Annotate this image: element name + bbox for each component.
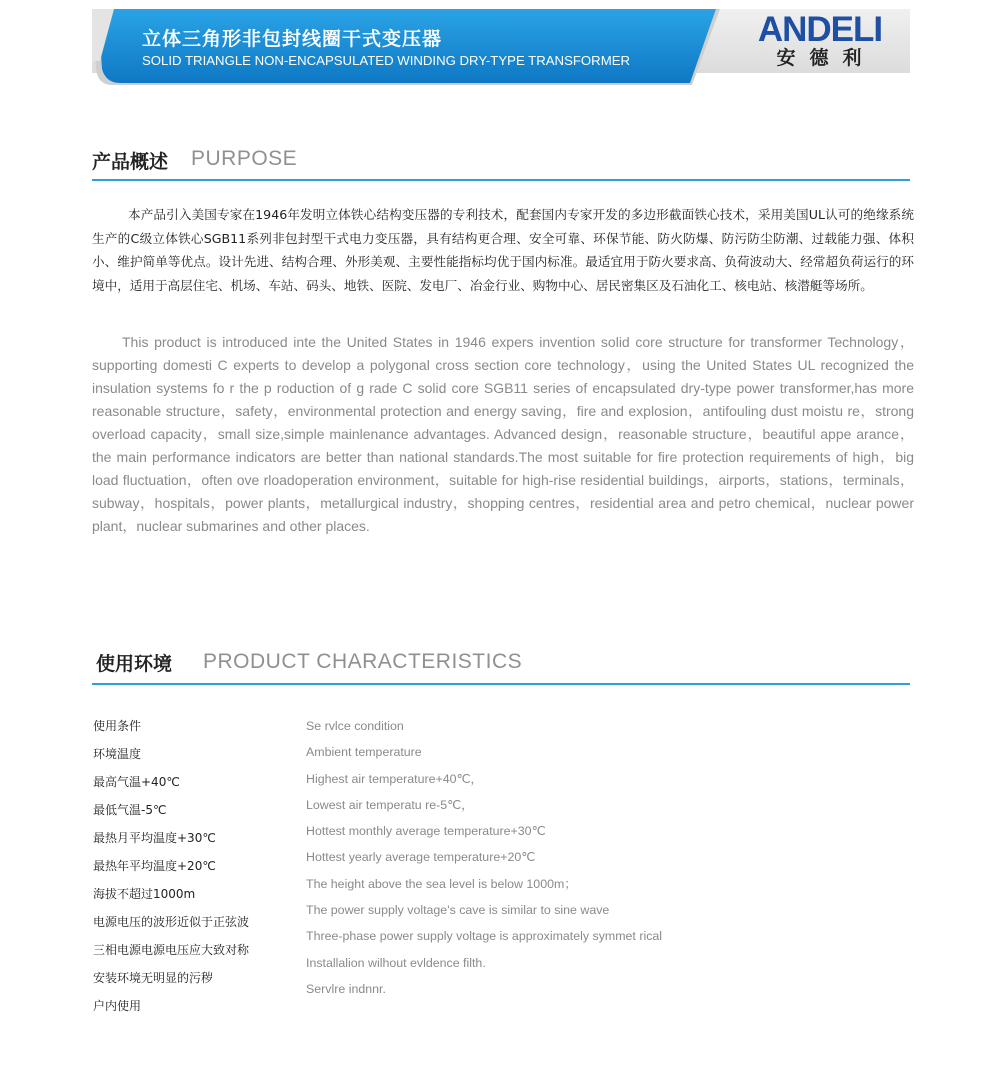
- list-item: Three-phase power supply voltage is approximately symmet rical: [306, 929, 663, 944]
- list-item: 电源电压的波形近似于正弦波: [93, 915, 250, 929]
- list-item: 三相电源电源电压应大致对称: [93, 943, 250, 957]
- list-item: Installalion wilhout evldence filth.: [306, 955, 486, 970]
- conditions-list-cn: [93, 715, 249, 1023]
- list-item: Highest air temperature+40℃，: [306, 771, 483, 786]
- list-item: Lowest air temperatu re-5℃，: [306, 797, 474, 812]
- purpose-text-en: This product is introduced inte the United States in 1946 expers invention solid core structure for transformer Technology，supporting domesti C experts to develop a polygonal cross section core technology，using the United States UL recognized the insulation systems fo r the p roduction of g rade C solid core SGB11 series of encapsulated dry-type power transformer,has more reasonable structure，safety，environmental protection and energy saving，fire and explosion，antifouling dust moistu re，strong overload capacity，small size,simple mainlenance advantages. Advanced design，reasonable structure，beautiful appe arance，the main performance indicators are better than national standards.The most suitable for fire protection requirements of high，big load fluctuation，often ove rloadoperation environment，suitable for high-rise residential buildings，airports，stations，terminals，subway，hospitals，power plants，metallurgical industry，shopping centres，residential area and petro chemical，nuclear power plant，nuclear submarines and other places.: [92, 334, 914, 534]
- list-item: 最热月平均温度+30℃: [93, 831, 216, 845]
- purpose-text-cn: 本产品引入美国专家在1946年发明立体铁心结构变压器的专利技术，配套国内专家开发的多边形截面铁心技术，采用美国UL认可的绝缘系统生产的C级立体铁心SGB11系列非包封型干式电力变压器，具有结构更合理、安全可靠、环保节能、防火防爆、防污防尘防潮、过载能力强、体积小、维护简单等优点。设计先进、结构合理、外形美观、主要性能指标均优于国内标准。最适宜用于防火要求高、负荷波动大、经常超负荷运行的环境中，适用于高层住宅、机场、车站、码头、地铁、医院、发电厂、冶金行业、购物中心、居民密集区及石油化工、核电站、核潜艇等场所。: [92, 207, 914, 293]
- conditions-list-en: [306, 715, 662, 1004]
- list-item: Servlre indnnr.: [306, 981, 386, 996]
- list-item: Hottest monthly average temperature+30℃: [306, 824, 546, 839]
- list-item: Ambient temperature: [306, 745, 422, 760]
- list-item: 最高气温+40℃: [93, 775, 180, 789]
- list-item: 户内使用: [93, 999, 142, 1013]
- purpose-heading-en: PURPOSE: [191, 147, 298, 170]
- andeli-logo: [740, 9, 900, 73]
- purpose-divider: [92, 179, 910, 181]
- header-banner: [92, 9, 910, 73]
- logo-text-cn: 安德利: [776, 47, 876, 69]
- list-item: The power supply voltage's cave is similar to sine wave: [306, 903, 610, 918]
- header-title-en: SOLID TRIANGLE NON-ENCAPSULATED WINDING DRY-TYPE TRANSFORMER: [142, 53, 631, 68]
- list-item: 最热年平均温度+20℃: [93, 859, 216, 873]
- list-item: 使用条件: [93, 719, 142, 733]
- list-item: 最低气温-5℃: [93, 803, 167, 817]
- purpose-heading-cn: 产品概述: [92, 151, 169, 173]
- list-item: 海拔不超过1000m: [93, 887, 196, 901]
- list-item: The height above the sea level is below 1000m；: [306, 876, 577, 891]
- logo-text-en: ANDELI: [757, 10, 883, 49]
- characteristics-divider: [92, 683, 910, 685]
- characteristics-heading-en: PRODUCT CHARACTERISTICS: [203, 650, 523, 673]
- characteristics-heading-cn: 使用环境: [96, 653, 173, 675]
- list-item: Se rvlce condition: [306, 719, 404, 733]
- list-item: 安装环境无明显的污秽: [93, 971, 214, 985]
- list-item: 环境温度: [93, 747, 142, 761]
- header-title-cn: 立体三角形非包封线圈干式变压器: [142, 28, 443, 50]
- list-item: Hottest yearly average temperature+20℃: [306, 850, 536, 865]
